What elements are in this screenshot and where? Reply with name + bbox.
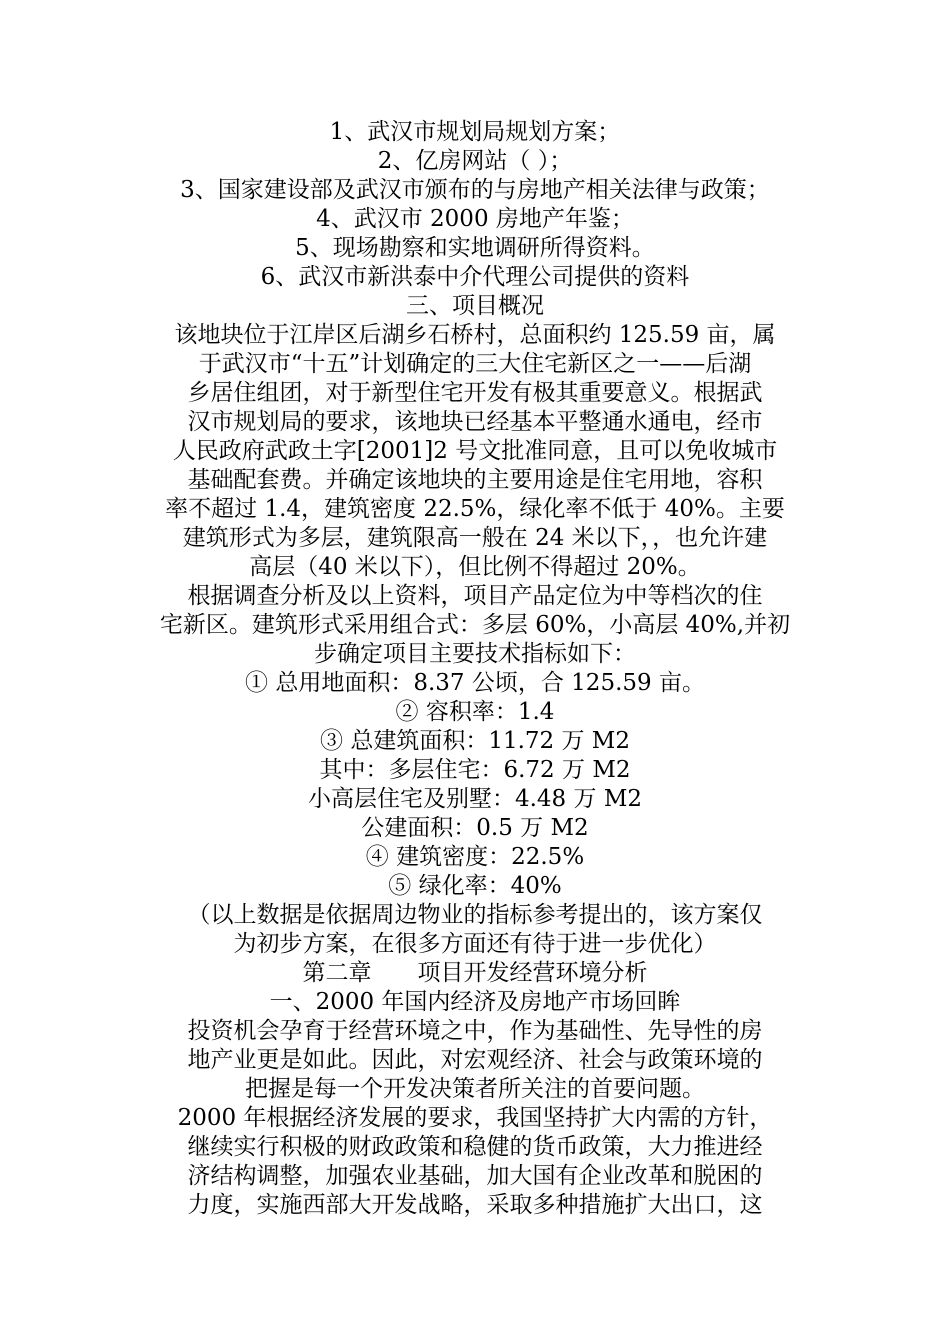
indicator-line: ④ 建筑密度：22.5% — [365, 844, 585, 870]
text-line: 继续实行积极的财政政策和稳健的货币政策，大力推进经 — [187, 1134, 763, 1160]
chapter-heading: 第二章 项目开发经营环境分析 — [302, 960, 648, 986]
text-line: 1、武汉市规划局规划方案； — [329, 119, 621, 145]
text-line: 2、亿房网站（ ）； — [377, 148, 573, 174]
text-line: 2000 年根据经济发展的要求，我国坚持扩大内需的方针， — [177, 1105, 773, 1131]
text-line: 6、武汉市新洪泰中介代理公司提供的资料 — [260, 264, 690, 290]
text-line: 高层（40 米以下），但比例不得超过 20%。 — [249, 554, 701, 580]
text-line: 步确定项目主要技术指标如下： — [314, 641, 636, 667]
text-line: 投资机会孕育于经营环境之中，作为基础性、先导性的房 — [187, 1018, 763, 1044]
text-line: 该地块位于江岸区后湖乡石桥村，总面积约 125.59 亩，属 — [174, 322, 776, 348]
text-line: 根据调查分析及以上资料，项目产品定位为中等档次的住 — [187, 583, 763, 609]
text-line: 乡居住组团，对于新型住宅开发有极其重要意义。根据武 — [187, 380, 763, 406]
indicator-line: 公建面积：0.5 万 M2 — [361, 815, 589, 841]
text-line: 4、武汉市 2000 房地产年鉴； — [316, 206, 634, 232]
text-line: （以上数据是依据周边物业的指标参考提出的，该方案仅 — [187, 902, 763, 928]
text-line: 宅新区。建筑形式采用组合式：多层 60%，小高层 40%,并初 — [159, 612, 791, 638]
text-line: 基础配套费。并确定该地块的主要用途是住宅用地，容积 — [187, 467, 763, 493]
text-line: 为初步方案，在很多方面还有待于进一步优化） — [233, 931, 717, 957]
text-line: 地产业更是如此。因此，对宏观经济、社会与政策环境的 — [187, 1047, 763, 1073]
indicator-line: ① 总用地面积：8.37 公顷，合 125.59 亩。 — [245, 670, 705, 696]
document-page — [0, 118, 950, 1220]
section-heading: 三、项目概况 — [406, 293, 544, 319]
text-line: 把握是每一个开发决策者所关注的首要问题。 — [245, 1076, 705, 1102]
text-line: 于武汉市“十五”计划确定的三大住宅新区之一——后湖 — [198, 351, 752, 377]
text-line: 建筑形式为多层，建筑限高一般在 24 米以下，，也允许建 — [182, 525, 768, 551]
indicator-line: ③ 总建筑面积：11.72 万 M2 — [320, 728, 630, 754]
text-line: 3、国家建设部及武汉市颁布的与房地产相关法律与政策； — [180, 177, 770, 203]
text-line: 济结构调整，加强农业基础，加大国有企业改革和脱困的 — [187, 1163, 763, 1189]
text-line: 5、现场勘察和实地调研所得资料。 — [295, 235, 655, 261]
section-heading: 一、2000 年国内经济及房地产市场回眸 — [269, 989, 681, 1015]
text-line: 汉市规划局的要求，该地块已经基本平整通水通电，经市 — [187, 409, 763, 435]
text-line: 率不超过 1.4，建筑密度 22.5%，绿化率不低于 40%。主要 — [165, 496, 785, 522]
indicator-line: 小高层住宅及别墅：4.48 万 M2 — [307, 786, 643, 812]
indicator-line: ② 容积率：1.4 — [395, 699, 555, 725]
indicator-line: 其中：多层住宅：6.72 万 M2 — [319, 757, 631, 783]
indicator-line: ⑤ 绿化率：40% — [388, 873, 562, 899]
text-line: 力度，实施西部大开发战略，采取多种措施扩大出口，这 — [187, 1192, 763, 1218]
text-line: 人民政府武政土字[2001]2 号文批准同意，且可以免收城市 — [172, 438, 778, 464]
